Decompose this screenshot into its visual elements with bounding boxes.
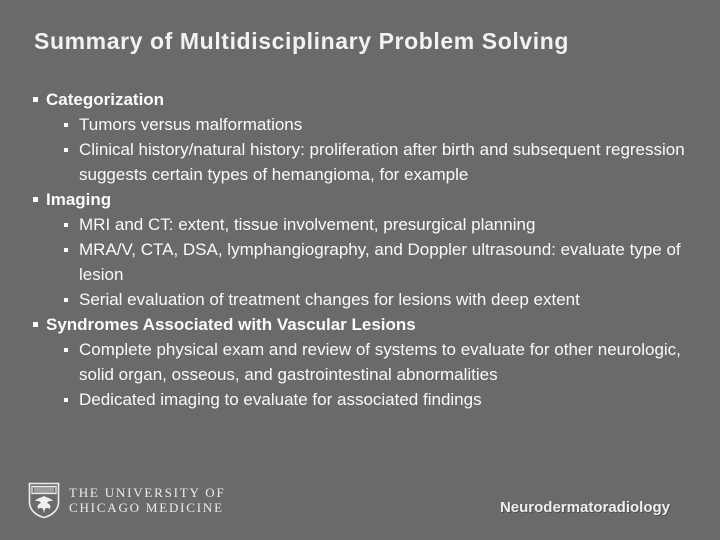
list-item-label: Categorization — [46, 90, 165, 109]
list-item-label: Syndromes Associated with Vascular Lesions — [46, 315, 416, 334]
bullet-square-icon — [64, 298, 68, 302]
logo-line-2: CHICAGO MEDICINE — [69, 499, 224, 515]
slide-title: Summary of Multidisciplinary Problem Solving — [34, 28, 570, 54]
sub-list-item — [46, 212, 695, 237]
sub-list-item-text: Clinical history/natural history: proliferation after birth and subsequent regression suggests certain types of hemangioma, for example — [79, 140, 685, 184]
bullet-square-icon — [33, 197, 38, 202]
department-label: Neurodermatoradiology — [499, 499, 670, 516]
sub-list-item-text: Complete physical exam and review of systems to evaluate for other neurologic, solid organ, osseous, and gastrointestinal abnormalities — [79, 340, 681, 384]
sub-list-item — [46, 137, 695, 187]
university-logo — [28, 482, 226, 519]
sub-list-item — [46, 112, 695, 137]
list-item — [33, 312, 695, 412]
logo-line-1: THE UNIVERSITY OF — [69, 485, 226, 500]
sub-list-item-text: MRA/V, CTA, DSA, lymphangiography, and Doppler ultrasound: evaluate type of lesion — [79, 240, 681, 284]
sub-list-item-text: Serial evaluation of treatment changes for lesions with deep extent — [79, 290, 580, 309]
sub-list — [46, 212, 695, 312]
sub-list — [46, 112, 695, 187]
list-item — [33, 187, 695, 312]
sub-list-item — [46, 337, 695, 387]
bullet-square-icon — [64, 348, 68, 352]
bullet-square-icon — [64, 148, 68, 152]
university-of-chicago-crest-icon — [28, 482, 60, 519]
bullet-list — [33, 87, 695, 412]
bullet-square-icon — [64, 223, 68, 227]
bullet-square-icon — [64, 398, 68, 402]
sub-list-item-text: Tumors versus malformations — [79, 115, 303, 134]
university-logo-text — [69, 486, 226, 515]
sub-list-item — [46, 237, 695, 287]
list-item-label: Imaging — [46, 190, 112, 209]
sub-list-item — [46, 387, 695, 412]
bullet-square-icon — [64, 123, 68, 127]
sub-list-item-text: Dedicated imaging to evaluate for associated findings — [79, 390, 482, 409]
sub-list-item — [46, 287, 695, 312]
sub-list-item-text: MRI and CT: extent, tissue involvement, presurgical planning — [79, 215, 536, 234]
bullet-square-icon — [33, 322, 38, 327]
bullet-square-icon — [33, 97, 38, 102]
list-item — [33, 87, 695, 187]
bullet-square-icon — [64, 248, 68, 252]
sub-list — [46, 337, 695, 412]
